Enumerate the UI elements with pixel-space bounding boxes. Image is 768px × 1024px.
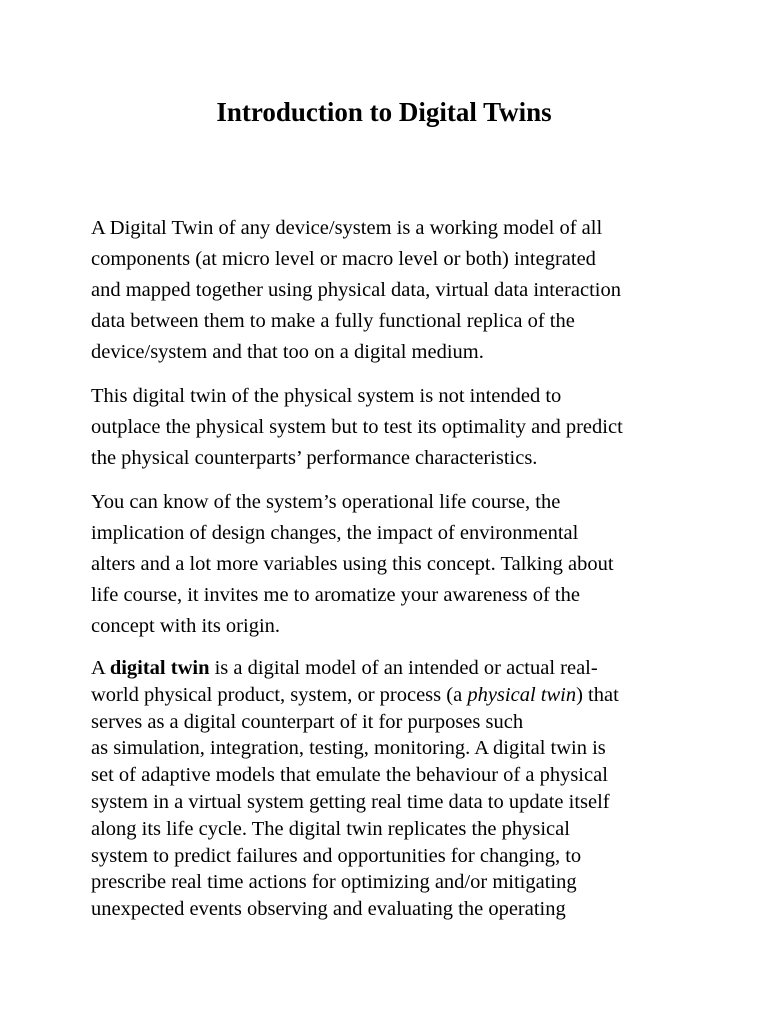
text-line: and mapped together using physical data, virtual data interaction xyxy=(91,279,621,301)
text-line: system to predict failures and opportunities for changing, to xyxy=(91,844,582,867)
text-line: life course, it invites me to aromatize your awareness of the xyxy=(91,584,580,606)
text-line: system in a virtual system getting real time data to update itself xyxy=(91,790,610,813)
page-title: Introduction to Digital Twins xyxy=(216,97,552,127)
text-line: prescribe real time actions for optimizing and/or mitigating xyxy=(91,871,577,894)
text-line: implication of design changes, the impact of environmental xyxy=(91,522,579,544)
text-line: outplace the physical system but to test its optimality and predict xyxy=(91,416,623,438)
paragraph-formal-definition xyxy=(91,655,691,923)
text-line xyxy=(91,655,691,682)
italic-term: physical twin xyxy=(467,683,577,706)
text-run: ) that xyxy=(576,683,619,706)
text-line: device/system and that too on a digital medium. xyxy=(91,341,484,363)
text-line: unexpected events observing and evaluating the operating xyxy=(91,898,566,921)
text-line: serves as a digital counterpart of it for purposes such xyxy=(91,710,524,733)
text-line: You can know of the system’s operational life course, the xyxy=(91,491,561,513)
paragraph-life-course xyxy=(91,487,691,642)
text-line: This digital twin of the physical system is not intended to xyxy=(91,385,562,407)
text-line: along its life cycle. The digital twin replicates the physical xyxy=(91,817,570,840)
text-line: data between them to make a fully functional replica of the xyxy=(91,310,575,332)
text-line: set of adaptive models that emulate the behaviour of a physical xyxy=(91,764,608,787)
text-run: A xyxy=(91,657,110,679)
document-body xyxy=(91,213,691,936)
text-line: alters and a lot more variables using this concept. Talking about xyxy=(91,553,614,575)
paragraph-definition-overview xyxy=(91,213,691,368)
text-line: the physical counterparts’ performance characteristics. xyxy=(91,447,538,469)
text-run: is a digital model of an intended or actual real- xyxy=(209,657,598,679)
text-line: components (at micro level or macro level or both) integrated xyxy=(91,248,596,270)
text-run: world physical product, system, or process (a xyxy=(91,683,468,706)
text-line: concept with its origin. xyxy=(91,615,281,637)
text-line: as simulation, integration, testing, monitoring. A digital twin is xyxy=(91,737,606,760)
text-line xyxy=(91,682,691,709)
text-line: A Digital Twin of any device/system is a working model of all xyxy=(91,217,603,239)
bold-term: digital twin xyxy=(109,657,210,679)
paragraph-purpose xyxy=(91,381,691,474)
